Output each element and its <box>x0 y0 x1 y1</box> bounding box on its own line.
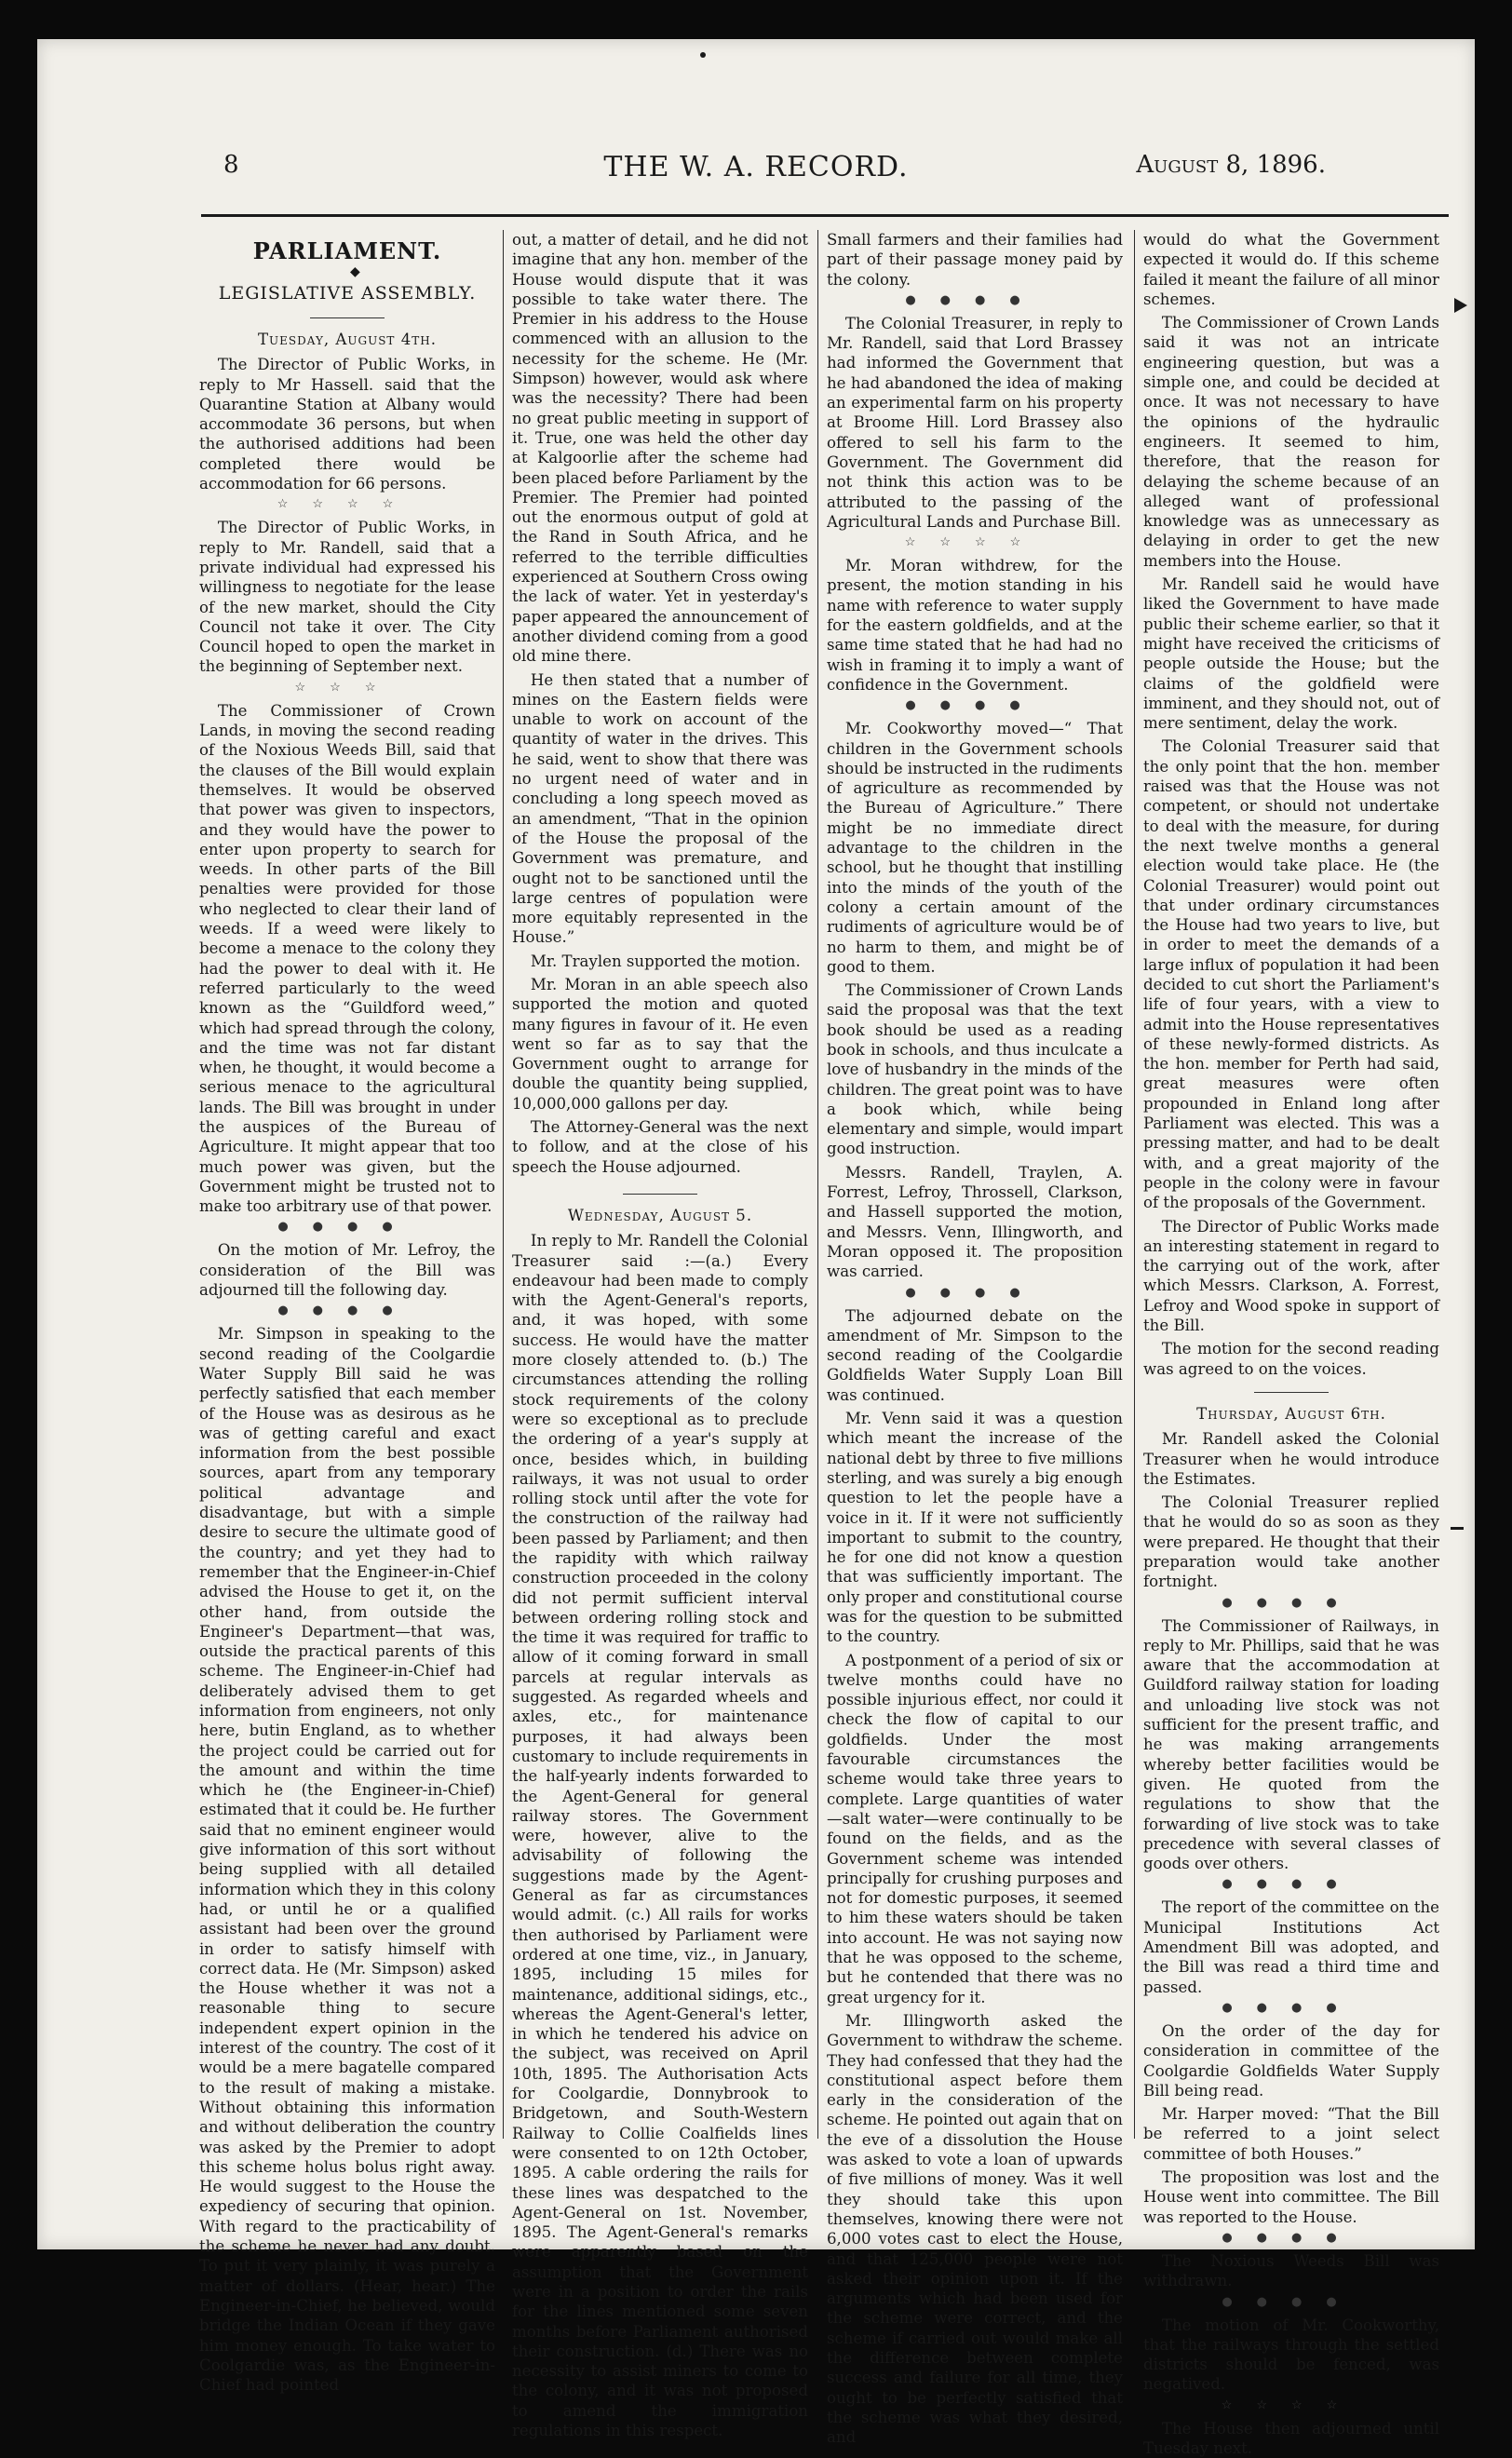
masthead-title: THE W. A. RECORD. <box>603 151 909 183</box>
article-paragraph: Small farmers and their families had part of their passage money paid by the colony. <box>827 231 1123 289</box>
separator-stars: ☆☆☆☆ <box>904 535 1046 550</box>
article-paragraph: The motion of Mr. Cookworthy, that the railways through the settled districts should be fenced, was negatived. <box>1143 2316 1439 2394</box>
article-paragraph: Mr. Moran withdrew, for the present, the motion standing in his name with reference to water supply for the eastern goldfields, and at the same time stated that he had had no wish in framing it to imply a want of confidence in the Government. <box>827 557 1123 694</box>
article-paragraph: The adjourned debate on the amendment of Mr. Simpson to the second reading of the Coolgardie Goldfields Water Supply Loan Bill was continued. <box>827 1306 1123 1404</box>
header-rule <box>201 214 1449 217</box>
day-heading: Wednesday, August 5. <box>567 1206 753 1224</box>
day-heading: Thursday, August 6th. <box>1196 1404 1386 1423</box>
separator-dots: ●●●● <box>277 1220 417 1235</box>
section-subtitle: LEGISLATIVE ASSEMBLY. <box>218 283 477 304</box>
article-paragraph: Messrs. Randell, Traylen, A. Forrest, Lefroy, Throssell, Clarkson, and Hassell supported the motion, and Messrs. Venn, Illingworth, and Moran opposed it. The proposition was carried. <box>827 1163 1123 1281</box>
column-2 <box>512 230 808 2440</box>
newspaper-page <box>37 39 1475 2457</box>
article-paragraph: The report of the committee on the Municipal Institutions Act Amendment Bill was adopted, and the Bill was read a third time and passed. <box>1143 1898 1439 1996</box>
article-paragraph: The Colonial Treasurer replied that he would do so as soon as they were prepared. He thought that their preparation would take another fortnight. <box>1143 1493 1439 1591</box>
separator-dots: ●●●● <box>905 698 1045 713</box>
article-paragraph: Mr. Illingworth asked the Government to withdraw the scheme. They had confessed that they had the constitutional aspect before them early in the consideration of the scheme. He pointed out again that on the eve of a dissolution the House was asked to vote a loan of upwards of five millions of money. Was it well they should take this upon themselves, knowing there were not 6,000 votes cast to elect the House, and that 125,000 people were not asked their opinion upon it. If the arguments which had been used for the scheme were correct, and the scheme if carried out would make all the difference between complete success and failure for all time, they ought to be perfectly satisfied that the scheme was what they desired, and <box>827 2011 1123 2447</box>
article-paragraph: Mr. Randell said he would have liked the Government to have made public their scheme earlier, so that it might have received the criticisms of people outside the House; but the claims of the goldfield were imminent, and they should not, out of mere sentiment, delay the work. <box>1143 575 1439 733</box>
separator-dots: ●●●● <box>1222 1595 1361 1610</box>
separator-dots: ●●●● <box>277 1303 417 1318</box>
separator-dots: ●●●● <box>1222 2000 1361 2015</box>
article-paragraph: The Attorney-General was the next to follow, and at the close of his speech the House adjourned. <box>512 1118 808 1176</box>
article-paragraph: The Colonial Treasurer said that the only point that the hon. member raised was that the House was not competent, or should not undertake to deal with the measure, for during the next twelve months a general election would take place. He (the Colonial Treasurer) would point out that under ordinary circumstances the House had two years to live, but in order to meet the demands of a large influx of population it had been decided to cut short the Parliament's life of four years, with a view to admit into the House representatives of these newly-formed districts. As the hon. member for Perth had said, great measures were often propounded in Enland long after Parliament was elected. This was a pressing matter, and had to be dealt with, and a great majority of the people in the colony were in favour of the proposals of the Government. <box>1143 737 1439 1212</box>
separator-dots: ●●●● <box>1222 1877 1361 1892</box>
article-paragraph: Mr. Moran in an able speech also supported the motion and quoted many figures in favour of it. He even went so far as to say that the Government ought to arrange for double the quantity being supplied, 10,000,000 gallons per day. <box>512 975 808 1113</box>
column-4 <box>1143 230 1439 2457</box>
short-rule <box>310 317 385 318</box>
column-3 <box>827 230 1123 2447</box>
article-paragraph: The proposition was lost and the House went into committee. The Bill was reported to the House. <box>1143 2168 1439 2226</box>
issue-date: August 8, 1896. <box>1136 151 1326 179</box>
article-paragraph: The Commissioner of Crown Lands said the proposal was that the text book should be used as a reading book in schools, and thus inculcate a love of husbandry in the minds of the children. The great point was to have a book which, while being elementary and simple, would impart good instruction. <box>827 981 1123 1158</box>
article-paragraph: Mr. Randell asked the Colonial Treasurer when he would introduce the Estimates. <box>1143 1430 1439 1488</box>
margin-dash-mark <box>1451 1527 1464 1530</box>
article-paragraph: The Commissioner of Crown Lands said it was not an intricate engineering question, but was a simple one, and could be decided at once. It was not necessary to have the opinions of the hydraulic engineers. It seemed to him, therefore, that the reason for delaying the scheme because of an alleged want of professional knowledge was as unnecessary as delaying in order to get the new members into the House. <box>1143 314 1439 570</box>
article-paragraph: The Director of Public Works, in reply to Mr. Randell, said that a private individual had expressed his willingness to negotiate for the lease of the new market, should the City Council not take it over. The City Council hoped to open the market in the beginning of September next. <box>199 519 495 676</box>
article-paragraph: Mr. Harper moved: “That the Bill be referred to a joint select committee of both Houses.” <box>1143 2105 1439 2163</box>
article-paragraph: The Director of Public Works, in reply to Mr Hassell. said that the Quarantine Station at Albany would accommodate 36 persons, but when the authorised additions had been completed there would be accommodation for 66 persons. <box>199 356 495 493</box>
margin-arrow-mark <box>1454 298 1467 313</box>
article-paragraph: On the order of the day for consideration in committee of the Coolgardie Goldfields Water Supply Bill being read. <box>1143 2021 1439 2100</box>
article-paragraph: out, a matter of detail, and he did not imagine that any hon. member of the House would dispute that it was possible to take water there. The Premier in his address to the House commenced with an allusion to the necessity for the scheme. He (Mr. Simpson) however, would ask where was the necessity? There had been no great public meeting in support of it. True, one was held the other day at Kalgoorlie after the scheme had been placed before Parliament by the Premier. The Premier had pointed out the enormous output of gold at the Rand in South Africa, and he referred to the terrible difficulties experienced at Southern Cross owing the lack of water. Yet in yesterday's paper appeared the announcement of another dividend coming from a good old mine there. <box>512 231 808 666</box>
article-paragraph: The Commissioner of Crown Lands, in moving the second reading of the Noxious Weeds Bill, said that the clauses of the Bill would explain themselves. It would be observed that power was given to inspectors, and they would have the power to enter upon property to search for weeds. In other parts of the Bill penalties were provided for those who neglected to clear their land of weeds. If a weed were likely to become a menace to the colony they had the power to deal with it. He referred particularly to the weed known as the “Guildford weed,” which had spread through the colony, and the time was not far distant when, he thought, it would become a serious menace to the agricultural lands. The Bill was brought in under the auspices of the Bureau of Agriculture. It might appear that too much power was given, but the Government might be trusted not to make too arbitrary use of that power. <box>199 701 495 1216</box>
article-paragraph: The Noxious Weeds Bill was withdrawn. <box>1143 2251 1439 2290</box>
article-paragraph: The Commissioner of Railways, in reply to Mr. Phillips, said that he was aware that the accommodation at Guildford railway station for loading and unloading live stock was not sufficient for the present traffic, and he was making arrangements whereby better facilities would be given. He quoted from the regulations to show that the forwarding of live stock was to take precedence with several classes of goods over others. <box>1143 1616 1439 1873</box>
article-paragraph: The Director of Public Works made an interesting statement in regard to the carrying out of the work, after which Messrs. Clarkson, A. Forrest, Lefroy and Wood spoke in support of the Bill. <box>1143 1217 1439 1335</box>
separator-stars: ☆☆☆ <box>294 680 400 695</box>
article-paragraph: He then stated that a number of mines on the Eastern fields were unable to work on account of the quantity of water in the drives. This he said, went to show that there was no urgent need of water and in concluding a long speech moved as an amendment, “That in the opinion of the House the proposal of the Government was premature, and ought not to be sanctioned until the large centres of population were more equitably represented in the House.” <box>512 670 808 947</box>
article-paragraph: The Colonial Treasurer, in reply to Mr. Randell, said that Lord Brassey had informed the Government that he had abandoned the idea of making an experimental farm on his property at Broome Hill. Lord Brassey also offered to sell his farm to the Government. The Government did not think this action was to be attributed to the passing of the Agricultural Lands and Purchase Bill. <box>827 314 1123 531</box>
section-ornament: ◆ <box>350 264 360 279</box>
separator-stars: ☆☆☆☆ <box>277 497 418 512</box>
separator-dots: ●●●● <box>1222 2294 1361 2309</box>
short-rule <box>623 1194 697 1195</box>
separator-dots: ●●●● <box>1222 2230 1361 2245</box>
article-paragraph: Mr. Cookworthy moved—“ That children in the Government schools should be instructed in the rudiments of agriculture as recommended by the Bureau of Agriculture.” There might be no immediate direct advantage to the children in the school, but he thought that instilling into the minds of the youth of the colony a certain amount of the rudiments of agriculture would be of no harm to them, and might be of good to them. <box>827 720 1123 976</box>
column-divider <box>503 230 504 2139</box>
article-paragraph: On the motion of Mr. Lefroy, the consideration of the Bill was adjourned till the following day. <box>199 1241 495 1300</box>
section-title: PARLIAMENT. <box>252 237 442 264</box>
article-paragraph: In reply to Mr. Randell the Colonial Treasurer said :—(a.) Every endeavour had been made to comply with the Agent-General's reports, and, it was hoped, with some success. He would have the matter more closely attended to. (b.) The circumstances attending the rolling stock requirements of the colony were so exceptional as to preclude the ordering of a year's supply at once, besides which, in building railways, it was not usual to order rolling stock until after the vote for the construction of the railway had been passed by Parliament; and then the rapidity with which railway construction proceeded in the colony did not permit sufficient interval between ordering rolling stock and the time it was required for traffic to allow of it coming forward in small parcels at regular intervals as suggested. As regarded wheels and axles, etc., for maintenance purposes, it had always been customary to include requirements in the half-yearly indents forwarded to the Agent-General for general railway stores. The Government were, however, alive to the advisability of following the suggestions made by the Agent-General as far as circumstances would admit. (c.) All rails for works then authorised by Parliament were ordered at one time, viz., in January, 1895, including 15 miles for maintenance, additional sidings, etc., whereas the Agent-General's letter, in which he tendered his advice on the subject, was received on April 10th, 1895. The Authorisation Acts for Coolgardie, Donnybrook to Bridgetown, and South-Western Railway to Collie Coalfields lines were consented to on 12th October, 1895. A cable ordering the rails for these lines was despatched to the Agent-General on 1st. November, 1895. The Agent-General's remarks were apparently based on the assumption that the Government were in a position to order the rails for the lines mentioned some seven months before Parliament authorised their construction. (d.) There was no necessity to assist miners to come to the colony, and it was not proposed to amend the immigration regulations in this respect. <box>512 1232 808 2440</box>
page-number: 8 <box>223 151 239 179</box>
separator-dots: ●●●● <box>905 292 1045 307</box>
column-1 <box>199 230 495 2395</box>
article-paragraph: Mr. Venn said it was a question which meant the increase of the national debt by three to five millions sterling, and was surely a big enough question to let the people have a voice in it. If it were not sufficiently important to submit to the country, he for one did not know a question that was sufficiently important. The only proper and constitutional course was for the question to be submitted to the country. <box>827 1410 1123 1646</box>
article-paragraph: A postponment of a period of six or twelve months could have no possible injurious effect, nor could it check the flow of capital to our goldfields. Under the most favourable circumstances the scheme would take three years to complete. Large quantities of water—salt water—were continually to be found on the fields, and as the Government scheme was intended principally for crushing purposes and not for domestic purposes, it seemed to him these waters should be taken into account. He was not saying now that he was opposed to the scheme, but he contended that there was no great urgency for it. <box>827 1651 1123 2006</box>
column-divider <box>1134 230 1135 2139</box>
page-header <box>37 151 1475 188</box>
column-divider <box>817 230 818 2139</box>
page-dot-mark <box>700 52 706 58</box>
separator-stars: ☆☆☆☆ <box>1221 2397 1362 2412</box>
article-paragraph: The House then adjourned until Tuesday next. <box>1143 2419 1439 2457</box>
article-paragraph: The motion for the second reading was agreed to on the voices. <box>1143 1340 1439 1378</box>
day-heading: Tuesday, August 4th. <box>257 331 438 348</box>
article-paragraph: Mr. Simpson in speaking to the second reading of the Coolgardie Water Supply Bill said he was perfectly satisfied that each member of the House was as desirous as he was of getting careful and exact information from the best possible sources, apart from any temporary political advantage and disadvantage, but with a simple desire to secure the ultimate good of the country; and yet they had to remember that the Engineer-in-Chief advised the House to get it, on the other hand, from outside the Engineer's Department—that was, outside the practical parents of this scheme. The Engineer-in-Chief had deliberately advised them to get information from engineers, not only here, butin England, as to whether the project could be carried out for the amount and within the time which he (the Engineer-in-Chief) estimated that it could be. He further said that no eminent engineer would give information of this sort without being supplied with all detailed information which they in this colony had, or until he or a qualified assistant had been over the ground in order to satisfy himself with correct data. He (Mr. Simpson) asked the House whether it was not a reasonable thing to secure independent expert opinion in the interest of the country. The cost of it would be a mere bagatelle compared to the result of making a mistake. Without obtaining this information and without deliberation the country was asked by the Premier to adopt this scheme holus bolus right away. He would suggest to the House the expediency of securing that opinion. With regard to the practicability of the scheme he never had any doubt. To put it very plainly, it was purely a matter of dollars. (Hear, hear.) The Engineer-in-Chief, he believed, would bridge the Indian Ocean if they gave him money enough. To take water to Coolgardie was, as the Engineer-in-Chief had pointed <box>199 1325 495 2395</box>
short-rule <box>1254 1392 1329 1393</box>
article-paragraph: would do what the Government expected it would do. If this scheme failed it meant the failure of all minor schemes. <box>1143 231 1439 308</box>
separator-dots: ●●●● <box>905 1285 1045 1300</box>
article-paragraph: Mr. Traylen supported the motion. <box>530 952 801 970</box>
